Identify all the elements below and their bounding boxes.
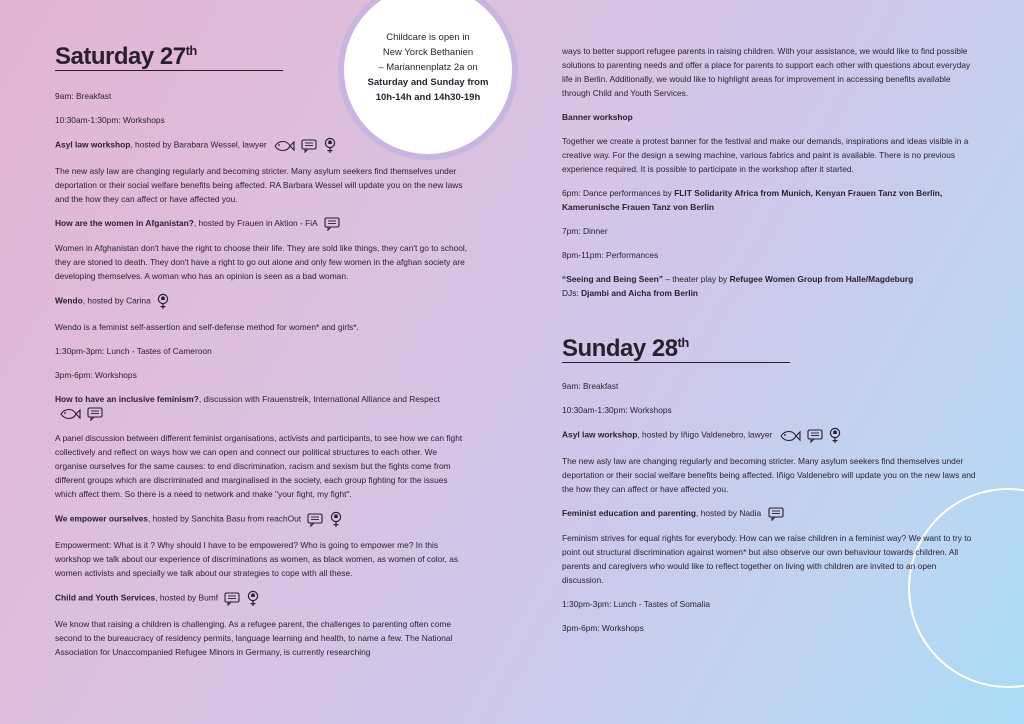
- child-services-continued: ways to better support refugee parents in raising children. With your assistance, we would like to find possible solutions to parenting needs and offer a place for parents to support each other with questions about everyday life in Berlin. Additionally, we would like to highlight areas for improvement in accessing benefits available through Child and Youth Services.: [562, 46, 971, 98]
- saturday-asyl-header: [55, 137, 470, 154]
- saturday-lunch: 1:30pm-3pm: Lunch - Tastes of Cameroon: [55, 346, 212, 357]
- speech-bubble-icon: [87, 407, 103, 421]
- saturday-empower-description: Empowerment: What is it ? Why should I have to be empowered? Who is going to empower me? In this workshop we talk about our experience of discriminations as women, as black women, as women of color, as women activists and specially we talk about our strategies to cope with all these.: [55, 540, 459, 579]
- saturday-heading: Saturday 27th: [55, 44, 283, 71]
- childcare-line: – Mariannenplatz 2a on: [378, 62, 478, 73]
- female-symbol-icon: [324, 137, 336, 154]
- event-title: Child and Youth Services: [55, 593, 156, 604]
- fish-icon: [59, 408, 81, 420]
- event-title: Asyl law workshop: [562, 429, 638, 440]
- saturday-workshops-afternoon: 3pm-6pm: Workshops: [55, 370, 137, 381]
- saturday-workshops-morning: 10:30am-1:30pm: Workshops: [55, 115, 165, 125]
- childcare-hours: 10h-14h and 14h30-19h: [375, 92, 481, 103]
- event-host: , hosted by Frauen in Aktion - FiA: [193, 218, 318, 228]
- event-host: , hosted by Bumf: [155, 593, 219, 604]
- dance-groups: FLIT Solidarity Africa from Munich, Kenyan Frauen Tanz von Berlin, Kamerunische Frauen Tanz von Berlin: [562, 188, 943, 212]
- saturday-child-header: [55, 590, 470, 607]
- female-symbol-icon: [829, 427, 841, 444]
- childcare-days: Saturday and Sunday from: [367, 77, 489, 88]
- saturday-afghan-description: Women in Afghanistan don't have the right to choose their life. They are sold like things, they can't go to school, they are stoned to death. They don't have a right to go out alone and only few women in the afghan society are developing themselves. A woman who has an opinion is seen as a bad woman.: [55, 243, 468, 282]
- speech-bubble-icon: [224, 592, 240, 606]
- event-host: , discussion with Frauenstreik, International Alliance and Respect: [198, 394, 440, 405]
- djs: [562, 286, 977, 300]
- sunday-workshops-afternoon: 3pm-6pm: Workshops: [562, 623, 644, 634]
- event-host: , hosted by Sanchita Basu from reachOut: [147, 514, 302, 525]
- event-host: , hosted by Barabara Wessel, lawyer: [130, 139, 267, 150]
- banner-workshop-title: Banner workshop: [562, 112, 633, 122]
- dance-time: 6pm: Dance performances by: [562, 188, 675, 198]
- female-symbol-icon: [157, 293, 169, 310]
- event-host: , hosted by Iñigo Valdenebro, lawyer: [637, 429, 773, 440]
- event-title: We empower ourselves: [55, 514, 148, 525]
- saturday-inclusive-header: [55, 392, 470, 421]
- speech-bubble-icon: [301, 139, 317, 153]
- event-title: Asyl law workshop: [55, 139, 131, 150]
- play-title: “Seeing and Being Seen”: [562, 274, 663, 284]
- speech-bubble-icon: [768, 507, 784, 521]
- sunday-lunch: 1:30pm-3pm: Lunch - Tastes of Somalia: [562, 599, 710, 610]
- speech-bubble-icon: [324, 217, 340, 231]
- event-host: , hosted by Nadia: [696, 508, 762, 518]
- event-title: How to have an inclusive feminism?: [55, 394, 199, 405]
- saturday-wendo-description: Wendo is a feminist self-assertion and self-defense method for women* and girls*.: [55, 322, 359, 333]
- childcare-line: New Yorck Bethanien: [382, 47, 474, 58]
- play-group: Refugee Women Group from Halle/Magdeburg: [729, 274, 914, 284]
- sunday-feminist-education-description: Feminism strives for equal rights for everybody. How can we raise children in a feminist way? We want to try to point out structural discrimination against women* but also observe our own behaviour towards children. All parents and caregivers who would like to reflect together on living with children are invited to an open discussion.: [562, 533, 972, 586]
- fish-icon: [779, 430, 801, 442]
- event-host: , hosted by Carina: [82, 295, 151, 306]
- play-mid: – theater play by: [663, 274, 730, 284]
- saturday-dinner: 7pm: Dinner: [562, 226, 608, 236]
- djs-names: Djambi and Aicha from Berlin: [581, 288, 699, 298]
- sunday-asyl-description: The new asly law are changing regularly and becoming stricter. Many asylum seekers find themselves under deportation or their social welfare benefits being affected. Iñigo Valdenebro will update you on the new laws and the how they can affect or have affected you.: [562, 456, 976, 494]
- saturday-child-description: We know that raising a children is challenging. As a refugee parent, the challenges to parenting often come second to the bureaucracy of residency permits, language learning and health, to name a few. The National Association for Unaccompanied Refugee Minors in Germany, is currently researching: [55, 619, 453, 658]
- event-title: Wendo: [55, 295, 83, 306]
- saturday-breakfast: 9am: Breakfast: [55, 91, 112, 101]
- saturday-asyl-description: The new asly law are changing regularly and becoming stricter. Many asylum seekers find themselves under deportation or their social welfare benefits being affected. RA Barbara Wessel will update you on the new laws and the how they can affect or have affected you.: [55, 166, 463, 204]
- saturday-column: [55, 44, 470, 669]
- saturday-empower-header: [55, 511, 470, 528]
- sunday-heading: Sunday 28th: [562, 336, 790, 363]
- speech-bubble-icon: [807, 429, 823, 443]
- female-symbol-icon: [330, 511, 342, 528]
- sunday-feminist-education-header: [562, 506, 977, 521]
- djs-label: DJs:: [562, 288, 582, 298]
- banner-workshop-description: Together we create a protest banner for the festival and make our demands, inspirations and ideas visible in a creative way. For the design a sewing machine, various fabrics and paint is available. There is no previous experience required. It is possible to participate in the workshop after it started.: [562, 136, 969, 174]
- fish-icon: [273, 140, 295, 152]
- sunday-breakfast: 9am: Breakfast: [562, 381, 619, 391]
- right-column: [562, 44, 977, 645]
- saturday-performances: 8pm-11pm: Performances: [562, 250, 659, 260]
- sunday-asyl-header: [562, 427, 977, 444]
- event-title: Feminist education and parenting: [562, 508, 697, 518]
- theater-play: [562, 272, 977, 286]
- dance-performances: [562, 186, 977, 214]
- saturday-wendo-header: [55, 293, 470, 310]
- female-symbol-icon: [247, 590, 259, 607]
- sunday-workshops-morning: 10:30am-1:30pm: Workshops: [562, 405, 672, 415]
- saturday-afghan-header: [55, 216, 470, 231]
- saturday-inclusive-description: A panel discussion between different feminist organisations, activists and participants, to see how we can fight collectively and reflect on ways how we can open and connect our political structures to each other. We organise ourselves for the same causes: to end discrimination, racism and sexism but the fights come from different groups which are discriminated and marginalised in the society, each group fighting for the issues which affect them. So there is a need to network and make "your fight, my fight".: [55, 433, 463, 500]
- event-title: How are the women in Afganistan?: [55, 218, 194, 228]
- childcare-line: Childcare is open in: [386, 32, 470, 43]
- speech-bubble-icon: [307, 513, 323, 527]
